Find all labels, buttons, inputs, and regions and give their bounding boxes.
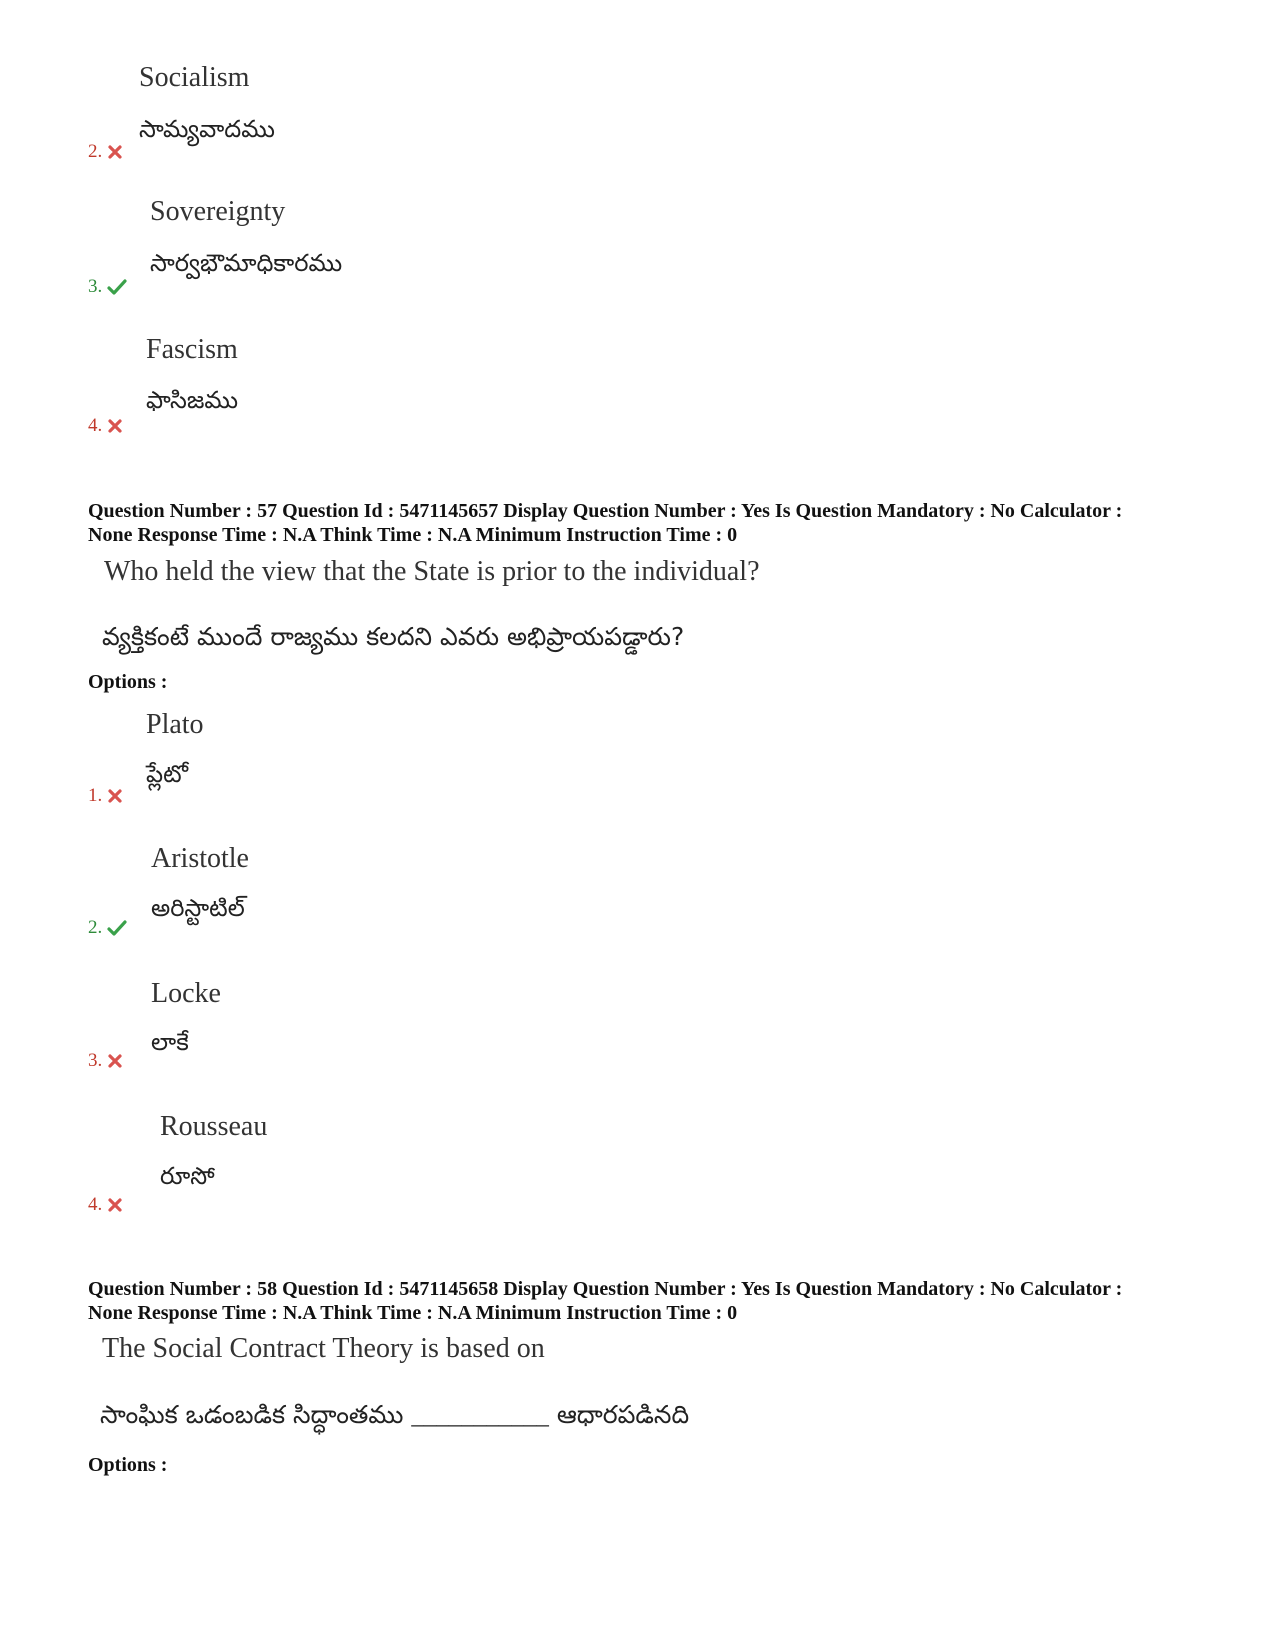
option-number-label: 1. [88, 785, 103, 806]
option-en-sovereignty: Sovereignty [150, 196, 286, 227]
question-meta-line-2: None Response Time : N.A Think Time : N.A Minimum Instruction Time : 0 [88, 524, 738, 546]
question-te-part-1: సాంఘిక ఒడంబడిక సిద్ధాంతము [100, 1400, 404, 1429]
option-te-plato: ప్లేటో [146, 760, 188, 788]
cross-icon [107, 144, 123, 160]
cross-icon [107, 418, 123, 434]
question-58-text-te [100, 1400, 689, 1436]
option-te-fascism: ఫాసిజము [146, 386, 239, 414]
option-en-aristotle: Aristotle [151, 843, 249, 874]
option-en-fascism: Fascism [146, 334, 238, 365]
question-meta-line-2: None Response Time : N.A Think Time : N.A Minimum Instruction Time : 0 [88, 1302, 738, 1324]
option-number-label: 4. [88, 415, 103, 436]
cross-icon [107, 1053, 123, 1069]
question-58-meta [88, 1277, 1198, 1325]
question-57-text-en: Who held the view that the State is prior to the individual? [104, 556, 760, 587]
option-number-4-wrong [88, 1194, 123, 1216]
option-en-locke: Locke [151, 978, 221, 1009]
question-57-meta [88, 499, 1198, 547]
option-number-4-wrong [88, 415, 123, 437]
options-label: Options : [88, 1454, 168, 1476]
question-57-text-te: వ్యక్తికంటే ముందే రాజ్యము కలదని ఎవరు అభిప్రాయపడ్డారు? [102, 622, 685, 651]
option-number-1-wrong [88, 785, 123, 807]
option-number-label: 3. [88, 1050, 103, 1071]
option-te-aristotle: అరిస్టాటిల్ [151, 894, 245, 922]
option-te-socialism: సామ్యవాదము [139, 115, 275, 143]
option-te-sovereignty: సార్వభౌమాధికారము [150, 249, 343, 277]
check-icon [107, 919, 127, 937]
option-en-socialism: Socialism [139, 62, 250, 93]
option-number-2-wrong [88, 141, 123, 163]
option-en-plato: Plato [146, 709, 204, 740]
option-te-locke: లాకే [151, 1028, 189, 1056]
option-number-3-wrong [88, 1050, 123, 1072]
option-number-label: 4. [88, 1194, 103, 1215]
option-en-rousseau: Rousseau [160, 1111, 268, 1142]
question-meta-line-1: Question Number : 58 Question Id : 5471145658 Display Question Number : Yes Is Question Mandatory : No Calculator : [88, 1278, 1123, 1300]
options-label: Options : [88, 671, 168, 693]
option-te-rousseau: రూసో [160, 1162, 215, 1190]
cross-icon [107, 788, 123, 804]
question-58-text-en: The Social Contract Theory is based on [102, 1333, 545, 1364]
cross-icon [107, 1197, 123, 1213]
fill-in-blank: ___________ [411, 1402, 549, 1429]
option-number-label: 2. [88, 917, 103, 938]
option-number-label: 2. [88, 141, 103, 162]
option-number-2-correct [88, 917, 127, 939]
option-number-label: 3. [88, 276, 103, 297]
option-number-3-correct [88, 276, 127, 298]
question-meta-line-1: Question Number : 57 Question Id : 5471145657 Display Question Number : Yes Is Question Mandatory : No Calculator : [88, 500, 1123, 522]
check-icon [107, 278, 127, 296]
question-te-part-2: ఆధారపడినది [556, 1400, 690, 1429]
